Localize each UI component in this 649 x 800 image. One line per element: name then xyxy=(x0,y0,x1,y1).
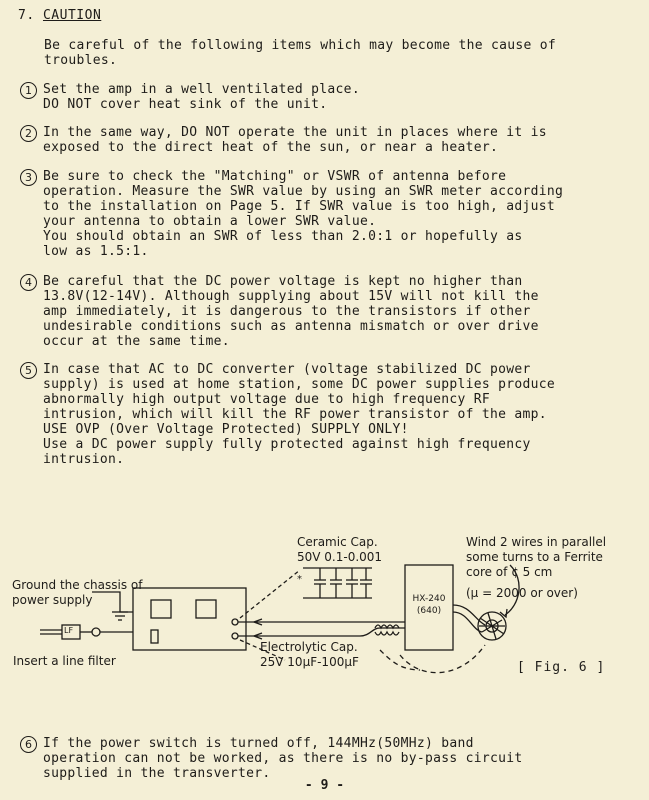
ferrite-permeability-note: (µ = 2000 or over) xyxy=(466,586,578,600)
electrolytic-cap-label: Electrolytic Cap. 25V 10µF-100µF xyxy=(260,640,359,669)
terminal-top xyxy=(232,619,238,625)
section-heading xyxy=(18,8,101,23)
ground-label: Ground the chassis of power supply xyxy=(12,578,143,607)
ferrite-core xyxy=(478,612,506,640)
power-switch xyxy=(151,630,158,643)
item-text: Be sure to check the "Matching" or VSWR of antenna before operation. Measure the SWR value by using an SWR meter according to the installation on Page 5. If SWR value is too high, adjust your antenna to obtain a lower SWR value. You should obtain an SWR of less than 2.0:1 or hopefully as low as 1.5:1. xyxy=(43,169,564,259)
power-supply-box xyxy=(133,588,246,650)
section-title: CAUTION xyxy=(42,8,102,23)
line-filter-label: Insert a line filter xyxy=(13,654,116,668)
ferrite-label: Wind 2 wires in parallel some turns to a Ferrite core of ¢ 5 cm xyxy=(466,535,607,579)
meter-square-right xyxy=(196,600,216,618)
line-filter-box-label: LF xyxy=(64,626,74,635)
item-text: Set the amp in a well ventilated place. DO NOT cover heat sink of the unit. xyxy=(43,82,360,112)
item-number-badge: 3 xyxy=(20,169,37,186)
item-number-badge: 1 xyxy=(20,82,37,99)
page-number: - 9 - xyxy=(304,778,345,793)
item-text: Be careful that the DC power voltage is kept no higher than 13.8V(12-14V). Although supplying about 15V will not kill the amp immediately, it is dangerous to the transistors if other undesirable conditions such as antenna mismatch or over drive occur at the same time. xyxy=(43,274,539,349)
item-text: If the power switch is turned off, 144MHz(50MHz) band operation can not be worked, as there is no by-pass circuit supplied in the transverter. xyxy=(43,736,523,781)
ceramic-cap-label: Ceramic Cap. 50V 0.1-0.001 xyxy=(297,535,383,564)
meter-square-left xyxy=(151,600,171,618)
item-text: In case that AC to DC converter (voltage stabilized DC power supply) is used at home station, some DC power supplies produce abnormally high output voltage due to high frequency RF intrusion, which will kill the RF power transistor of the amp. USE OVP (Over Voltage Protected) SUPPLY ONLY! Use a DC power supply fully protected against high frequency intrusion. xyxy=(43,362,555,467)
item-number-badge: 5 xyxy=(20,362,37,379)
transverter-label: HX-240 (640) xyxy=(412,594,446,616)
ceramic-capacitors xyxy=(314,568,372,598)
figure-caption: [ Fig. 6 ] xyxy=(517,660,606,675)
intro-paragraph: Be careful of the following items which may become the cause of troubles. xyxy=(44,38,556,68)
item-number-badge: 6 xyxy=(20,736,37,753)
terminal-bottom xyxy=(232,633,238,639)
section-number: 7. xyxy=(18,8,35,23)
svg-text:*: * xyxy=(297,574,302,585)
item-number-badge: 4 xyxy=(20,274,37,291)
item-number-badge: 2 xyxy=(20,125,37,142)
item-text: In the same way, DO NOT operate the unit in places where it is exposed to the direct heat of the sun, or near a heater. xyxy=(43,125,547,155)
